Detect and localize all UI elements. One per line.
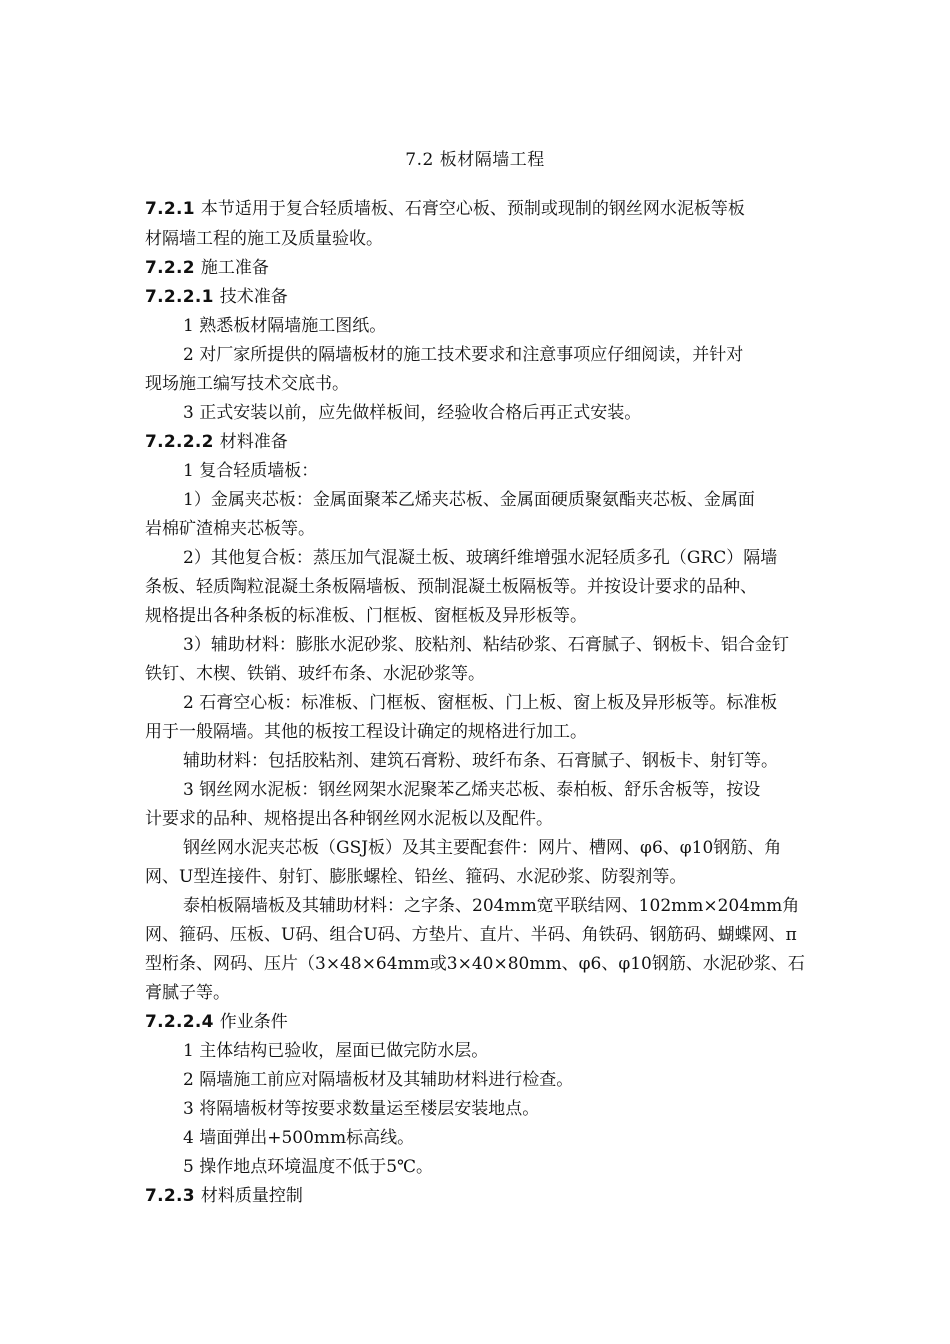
list-item: 1 主体结构已验收，屋面已做完防水层。 xyxy=(183,1041,489,1061)
list-item: 1 复合轻质墙板： xyxy=(183,461,319,481)
section-title: 7.2 板材隔墙工程 xyxy=(405,150,545,170)
clause-number: 7.2.3 xyxy=(145,1186,195,1206)
clause-number: 7.2.2 xyxy=(145,258,195,278)
list-item: 钢丝网水泥夹芯板（GSJ板）及其主要配套件：网片、槽网、φ6、φ10钢筋、角 xyxy=(183,838,782,858)
list-item: 3 正式安装以前，应先做样板间，经验收合格后再正式安装。 xyxy=(183,403,642,423)
paragraph-line: 7.2.1 本节适用于复合轻质墙板、石膏空心板、预制或现制的钢丝网水泥板等板 xyxy=(145,199,745,219)
list-item: 泰柏板隔墙板及其辅助材料：之字条、204mm宽平联结网、102mm×204mm角 xyxy=(183,896,800,916)
clause-number: 7.2.2.1 xyxy=(145,287,214,307)
list-item: 2 隔墙施工前应对隔墙板材及其辅助材料进行检查。 xyxy=(183,1070,574,1090)
list-item: 辅助材料：包括胶粘剂、建筑石膏粉、玻纤布条、石膏腻子、钢板卡、射钉等。 xyxy=(183,751,778,771)
paragraph-line: 岩棉矿渣棉夹芯板等。 xyxy=(145,519,315,539)
list-item: 1）金属夹芯板：金属面聚苯乙烯夹芯板、金属面硬质聚氨酯夹芯板、金属面 xyxy=(183,490,755,510)
paragraph-line: 型桁条、网码、压片（3×48×64mm或3×40×80mm、φ6、φ10钢筋、水泥砂浆、石 xyxy=(145,954,805,974)
paragraph-line: 条板、轻质陶粒混凝土条板隔墙板、预制混凝土板隔板等。并按设计要求的品种、 xyxy=(145,577,757,597)
clause-number: 7.2.2.4 xyxy=(145,1012,214,1032)
paragraph-line: 规格提出各种条板的标准板、门框板、窗框板及异形板等。 xyxy=(145,606,587,626)
section-heading: 7.2.2.1 技术准备 xyxy=(145,287,288,307)
list-item: 1 熟悉板材隔墙施工图纸。 xyxy=(183,316,387,336)
paragraph-line: 网、箍码、压板、U码、组合U码、方垫片、直片、半码、角铁码、钢筋码、蝴蝶网、π xyxy=(145,925,797,945)
list-item: 5 操作地点环境温度不低于5℃。 xyxy=(183,1157,434,1177)
list-item: 4 墙面弹出+500mm标高线。 xyxy=(183,1128,415,1148)
paragraph-line: 铁钉、木楔、铁销、玻纤布条、水泥砂浆等。 xyxy=(145,664,485,684)
list-item: 2 对厂家所提供的隔墙板材的施工技术要求和注意事项应仔细阅读，并针对 xyxy=(183,345,744,365)
section-heading: 7.2.2.2 材料准备 xyxy=(145,432,288,452)
paragraph-line: 现场施工编写技术交底书。 xyxy=(145,374,349,394)
paragraph-line: 网、U型连接件、射钉、膨胀螺栓、铅丝、箍码、水泥砂浆、防裂剂等。 xyxy=(145,867,687,887)
paragraph-line: 计要求的品种、规格提出各种钢丝网水泥板以及配件。 xyxy=(145,809,553,829)
paragraph-line: 用于一般隔墙。其他的板按工程设计确定的规格进行加工。 xyxy=(145,722,587,742)
list-item: 2 石膏空心板：标准板、门框板、窗框板、门上板、窗上板及异形板等。标准板 xyxy=(183,693,778,713)
paragraph-line: 膏腻子等。 xyxy=(145,983,230,1003)
list-item: 2）其他复合板：蒸压加气混凝土板、玻璃纤维增强水泥轻质多孔（GRC）隔墙 xyxy=(183,548,778,568)
section-heading: 7.2.2 施工准备 xyxy=(145,258,269,278)
list-item: 3 钢丝网水泥板：钢丝网架水泥聚苯乙烯夹芯板、泰柏板、舒乐舍板等，按设 xyxy=(183,780,761,800)
list-item: 3 将隔墙板材等按要求数量运至楼层安装地点。 xyxy=(183,1099,540,1119)
section-heading: 7.2.2.4 作业条件 xyxy=(145,1012,288,1032)
list-item: 3）辅助材料：膨胀水泥砂浆、胶粘剂、粘结砂浆、石膏腻子、钢板卡、铝合金钉 xyxy=(183,635,789,655)
section-heading: 7.2.3 材料质量控制 xyxy=(145,1186,303,1206)
paragraph-line: 材隔墙工程的施工及质量验收。 xyxy=(145,229,383,249)
clause-number: 7.2.2.2 xyxy=(145,432,214,452)
clause-number: 7.2.1 xyxy=(145,199,195,219)
